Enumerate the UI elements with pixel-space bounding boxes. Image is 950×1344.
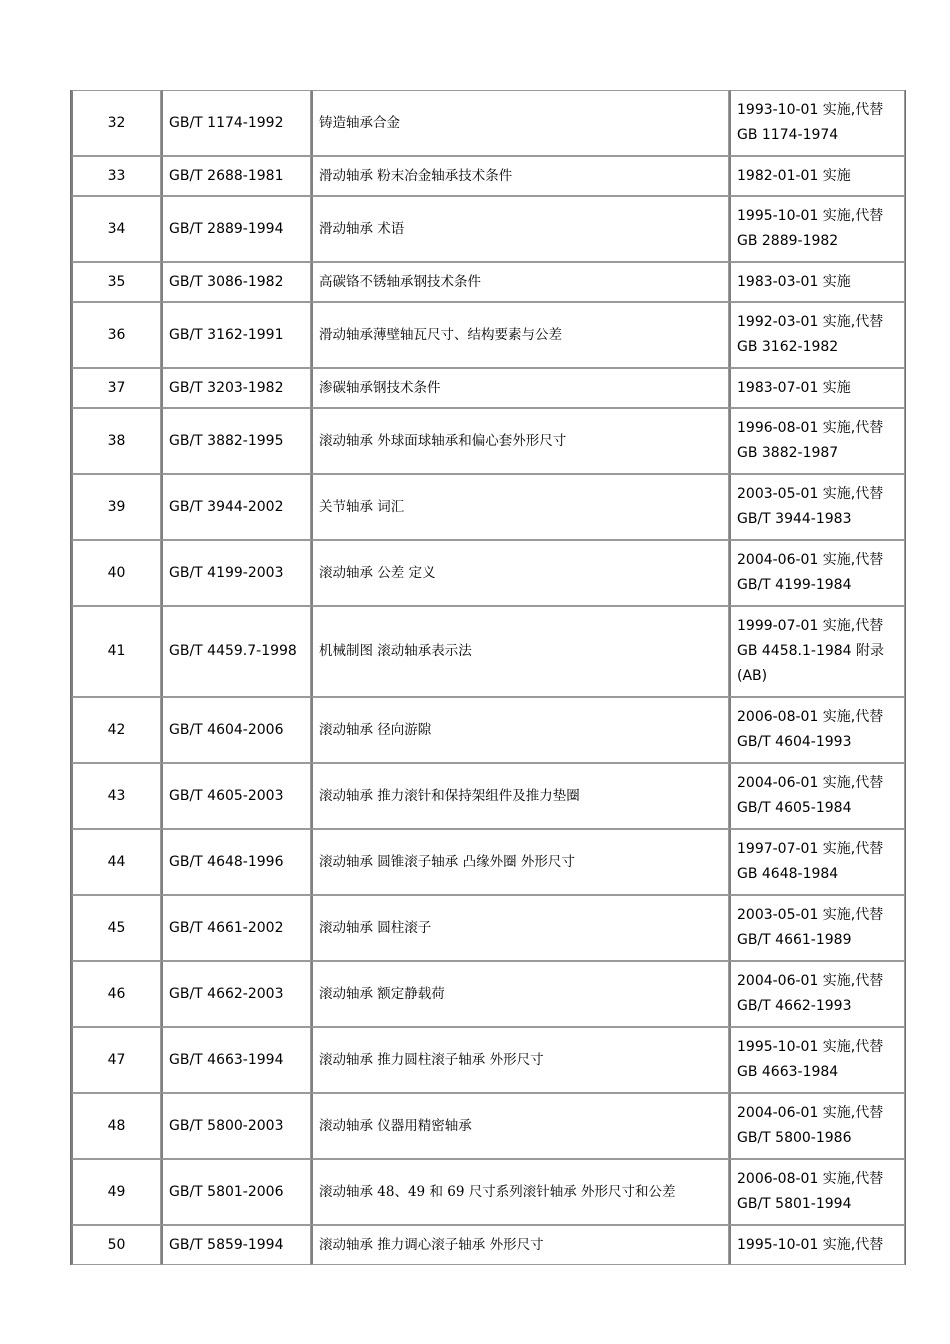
table-row <box>71 302 905 368</box>
implementation-note-cell <box>729 302 905 368</box>
note-line: 1995-10-01 实施,代替 <box>737 1236 884 1253</box>
standard-name-cell: 滚动轴承 推力滚针和保持架组件及推力垫圈 <box>311 763 729 829</box>
table-row <box>71 697 905 763</box>
row-number-cell: 47 <box>71 1027 161 1093</box>
standards-table <box>70 90 906 1265</box>
standard-code-cell: GB/T 4661-2002 <box>161 895 311 961</box>
note-line: GB/T 4199-1984 <box>737 577 852 593</box>
note-line: 1983-07-01 实施 <box>737 379 851 396</box>
note-line: GB/T 4661-1989 <box>737 932 852 948</box>
standard-name-cell: 滚动轴承 外球面球轴承和偏心套外形尺寸 <box>311 408 729 474</box>
implementation-note-cell <box>729 262 905 302</box>
implementation-note-cell <box>729 408 905 474</box>
implementation-note-cell <box>729 1027 905 1093</box>
standard-code-cell: GB/T 1174-1992 <box>161 90 311 156</box>
row-number-cell: 35 <box>71 262 161 302</box>
standard-code-cell: GB/T 5800-2003 <box>161 1093 311 1159</box>
implementation-note-cell <box>729 90 905 156</box>
standard-code-cell: GB/T 3203-1982 <box>161 368 311 408</box>
note-line: GB/T 5800-1986 <box>737 1130 852 1146</box>
row-number-cell: 33 <box>71 156 161 196</box>
row-number-cell: 46 <box>71 961 161 1027</box>
note-line: 1996-08-01 实施,代替 <box>737 420 884 436</box>
note-line: 1983-03-01 实施 <box>737 273 851 290</box>
row-number-cell: 36 <box>71 302 161 368</box>
note-line: 2006-08-01 实施,代替 <box>737 1171 884 1187</box>
row-number-cell: 45 <box>71 895 161 961</box>
row-number-cell: 32 <box>71 90 161 156</box>
note-line: GB 3882-1987 <box>737 445 839 461</box>
standard-code-cell: GB/T 4604-2006 <box>161 697 311 763</box>
implementation-note-cell <box>729 961 905 1027</box>
note-line: 2004-06-01 实施,代替 <box>737 775 884 791</box>
standard-code-cell: GB/T 4662-2003 <box>161 961 311 1027</box>
standard-name-cell: 滚动轴承 额定静载荷 <box>311 961 729 1027</box>
table-row <box>71 1027 905 1093</box>
implementation-note-cell <box>729 1159 905 1225</box>
note-line: GB 3162-1982 <box>737 339 839 355</box>
standard-name-cell: 滚动轴承 公差 定义 <box>311 540 729 606</box>
standard-code-cell: GB/T 2688-1981 <box>161 156 311 196</box>
table-row <box>71 763 905 829</box>
row-number-cell: 34 <box>71 196 161 262</box>
standard-code-cell: GB/T 4459.7-1998 <box>161 606 311 697</box>
note-line: GB 4648-1984 <box>737 866 839 882</box>
note-line: GB/T 3944-1983 <box>737 511 852 527</box>
note-line: 1997-07-01 实施,代替 <box>737 841 884 857</box>
note-line: 2004-06-01 实施,代替 <box>737 552 884 568</box>
standard-name-cell: 滚动轴承 径向游隙 <box>311 697 729 763</box>
note-line: GB/T 4605-1984 <box>737 800 852 816</box>
note-line: 1993-10-01 实施,代替 <box>737 102 884 118</box>
implementation-note-cell <box>729 540 905 606</box>
row-number-cell: 41 <box>71 606 161 697</box>
table-row <box>71 1093 905 1159</box>
standard-code-cell: GB/T 5859-1994 <box>161 1225 311 1265</box>
implementation-note-cell <box>729 697 905 763</box>
standard-code-cell: GB/T 4605-2003 <box>161 763 311 829</box>
row-number-cell: 44 <box>71 829 161 895</box>
standard-name-cell: 滚动轴承 圆锥滚子轴承 凸缘外圈 外形尺寸 <box>311 829 729 895</box>
table-row <box>71 1159 905 1225</box>
row-number-cell: 42 <box>71 697 161 763</box>
row-number-cell: 43 <box>71 763 161 829</box>
table-row <box>71 196 905 262</box>
standard-code-cell: GB/T 3086-1982 <box>161 262 311 302</box>
note-line: 1999-07-01 实施,代替 <box>737 618 884 634</box>
implementation-note-cell <box>729 1225 905 1265</box>
standard-name-cell: 滚动轴承 推力圆柱滚子轴承 外形尺寸 <box>311 1027 729 1093</box>
table-row <box>71 606 905 697</box>
note-line: 1995-10-01 实施,代替 <box>737 208 884 224</box>
standard-code-cell: GB/T 4199-2003 <box>161 540 311 606</box>
standard-name-cell: 高碳铬不锈轴承钢技术条件 <box>311 262 729 302</box>
standard-code-cell: GB/T 3882-1995 <box>161 408 311 474</box>
standard-name-cell: 滚动轴承 推力调心滚子轴承 外形尺寸 <box>311 1225 729 1265</box>
standard-code-cell: GB/T 3944-2002 <box>161 474 311 540</box>
standard-code-cell: GB/T 3162-1991 <box>161 302 311 368</box>
standards-table-container <box>70 90 904 1265</box>
implementation-note-cell <box>729 1093 905 1159</box>
row-number-cell: 38 <box>71 408 161 474</box>
note-line: GB 4458.1-1984 附录 <box>737 643 885 659</box>
table-row <box>71 156 905 196</box>
standard-code-cell: GB/T 5801-2006 <box>161 1159 311 1225</box>
implementation-note-cell <box>729 368 905 408</box>
table-row <box>71 262 905 302</box>
standard-code-cell: GB/T 2889-1994 <box>161 196 311 262</box>
row-number-cell: 40 <box>71 540 161 606</box>
standard-name-cell: 铸造轴承合金 <box>311 90 729 156</box>
table-row <box>71 895 905 961</box>
note-line: GB/T 4662-1993 <box>737 998 852 1014</box>
row-number-cell: 37 <box>71 368 161 408</box>
table-row <box>71 474 905 540</box>
standard-name-cell: 关节轴承 词汇 <box>311 474 729 540</box>
row-number-cell: 50 <box>71 1225 161 1265</box>
note-line: GB/T 4604-1993 <box>737 734 852 750</box>
implementation-note-cell <box>729 474 905 540</box>
table-row <box>71 408 905 474</box>
standard-name-cell: 滚动轴承 48、49 和 69 尺寸系列滚针轴承 外形尺寸和公差 <box>311 1159 729 1225</box>
implementation-note-cell <box>729 829 905 895</box>
note-line: GB 1174-1974 <box>737 127 839 143</box>
table-row <box>71 90 905 156</box>
table-row <box>71 1225 905 1265</box>
standard-name-cell: 滑动轴承 粉末冶金轴承技术条件 <box>311 156 729 196</box>
table-row <box>71 961 905 1027</box>
note-line: GB 2889-1982 <box>737 233 839 249</box>
implementation-note-cell <box>729 895 905 961</box>
standard-name-cell: 机械制图 滚动轴承表示法 <box>311 606 729 697</box>
implementation-note-cell <box>729 196 905 262</box>
implementation-note-cell <box>729 156 905 196</box>
note-line: GB 4663-1984 <box>737 1064 839 1080</box>
standard-name-cell: 滚动轴承 仪器用精密轴承 <box>311 1093 729 1159</box>
note-line: 2004-06-01 实施,代替 <box>737 1105 884 1121</box>
standard-name-cell: 滑动轴承薄壁轴瓦尺寸、结构要素与公差 <box>311 302 729 368</box>
note-line: 2004-06-01 实施,代替 <box>737 973 884 989</box>
row-number-cell: 39 <box>71 474 161 540</box>
table-row <box>71 368 905 408</box>
note-line: 1995-10-01 实施,代替 <box>737 1039 884 1055</box>
note-line: 1992-03-01 实施,代替 <box>737 314 884 330</box>
standard-code-cell: GB/T 4648-1996 <box>161 829 311 895</box>
standard-name-cell: 滑动轴承 术语 <box>311 196 729 262</box>
table-row <box>71 540 905 606</box>
note-line: (AB) <box>737 668 768 684</box>
note-line: 2003-05-01 实施,代替 <box>737 907 884 923</box>
note-line: 1982-01-01 实施 <box>737 167 851 184</box>
standard-name-cell: 滚动轴承 圆柱滚子 <box>311 895 729 961</box>
note-line: 2006-08-01 实施,代替 <box>737 709 884 725</box>
table-row <box>71 829 905 895</box>
implementation-note-cell <box>729 763 905 829</box>
implementation-note-cell <box>729 606 905 697</box>
note-line: 2003-05-01 实施,代替 <box>737 486 884 502</box>
note-line: GB/T 5801-1994 <box>737 1196 852 1212</box>
standard-code-cell: GB/T 4663-1994 <box>161 1027 311 1093</box>
standard-name-cell: 渗碳轴承钢技术条件 <box>311 368 729 408</box>
row-number-cell: 49 <box>71 1159 161 1225</box>
row-number-cell: 48 <box>71 1093 161 1159</box>
